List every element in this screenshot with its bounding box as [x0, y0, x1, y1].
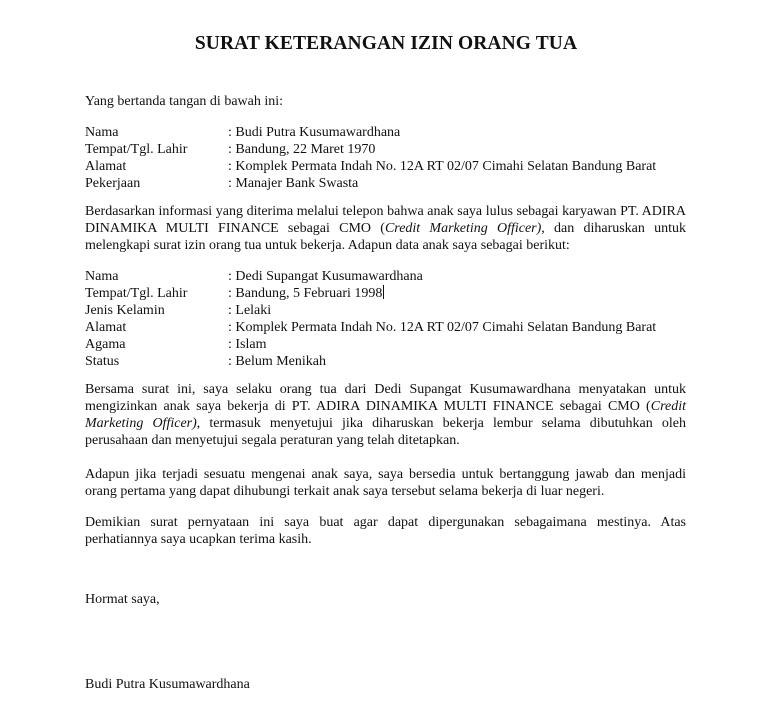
paragraph-italic-text: Credit Marketing Officer) — [85, 399, 686, 431]
field-label: Nama — [85, 125, 119, 140]
child-field-name — [85, 268, 705, 285]
intro-line: Yang bertanda tangan di bawah ini: — [85, 94, 284, 109]
signer-name: Budi Putra Kusumawardhana — [85, 677, 250, 692]
field-label: Jenis Kelamin — [85, 303, 165, 318]
parent-data-list — [85, 124, 705, 192]
paragraph-text: , termasuk menyetujui jika diharuskan bekerja lembur selama dibutuhkan oleh perusahaan dan menyetujui segala peraturan yang telah ditetapkan. — [85, 416, 687, 448]
field-label: Alamat — [85, 159, 127, 174]
parent-field-birth — [85, 141, 705, 158]
field-label: Tempat/Tgl. Lahir — [85, 142, 188, 157]
field-value: : Bandung, 5 Februari 1998 — [228, 286, 383, 301]
field-value: : Belum Menikah — [228, 354, 326, 369]
paragraph-text: Berdasarkan informasi yang diterima melalui telepon bahwa anak saya lulus sebagai karyawan PT. ADIRA DINAMIKA MULTI FINANCE sebagai CMO ( — [85, 204, 686, 236]
parent-field-occupation — [85, 175, 705, 192]
child-field-religion — [85, 336, 705, 353]
paragraph-responsibility: Adapun jika terjadi sesuatu mengenai anak saya, saya bersedia untuk bertanggung jawab dan menjadi orang pertama yang dapat dihubungi terkait anak saya tersebut selama bekerja di luar negeri. — [85, 467, 686, 499]
field-value: : Budi Putra Kusumawardhana — [228, 125, 401, 140]
field-label: Pekerjaan — [85, 176, 141, 191]
field-label: Nama — [85, 269, 119, 284]
parent-field-name — [85, 124, 705, 141]
field-value: : Komplek Permata Indah No. 12A RT 02/07 Cimahi Selatan Bandung Barat — [228, 320, 657, 335]
paragraph-italic-text: Credit Marketing Officer) — [384, 221, 542, 236]
child-field-birth — [85, 285, 705, 302]
paragraph-notification — [85, 203, 686, 254]
field-label: Alamat — [85, 320, 127, 335]
paragraph-closing-statement: Demikian surat pernyataan ini saya buat agar dapat dipergunakan sebagaimana mestinya. Atas perhatiannya saya ucapkan terima kasih. — [85, 515, 686, 547]
closing-salutation: Hormat saya, — [85, 592, 160, 607]
paragraph-text: Bersama surat ini, saya selaku orang tua dari Dedi Supangat Kusumawardhana menyatakan untuk mengizinkan anak saya bekerja di PT. ADIRA DINAMIKA MULTI FINANCE sebagai CMO ( — [85, 382, 686, 414]
child-data-list — [85, 268, 705, 370]
field-value: : Manajer Bank Swasta — [228, 176, 359, 191]
parent-field-address — [85, 158, 705, 175]
field-value: : Dedi Supangat Kusumawardhana — [228, 269, 423, 284]
field-label: Status — [85, 354, 120, 369]
field-value: : Islam — [228, 337, 267, 352]
text-cursor — [383, 285, 384, 299]
child-field-gender — [85, 302, 705, 319]
paragraph-text: , dan diharuskan untuk melengkapi surat izin orang tua untuk bekerja. Adapun data anak saya sebagai berikut: — [85, 221, 687, 253]
field-label: Tempat/Tgl. Lahir — [85, 286, 188, 301]
child-field-address — [85, 319, 705, 336]
field-label: Agama — [85, 337, 126, 352]
child-field-status — [85, 353, 705, 370]
document-title: SURAT KETERANGAN IZIN ORANG TUA — [194, 33, 578, 54]
field-value: : Komplek Permata Indah No. 12A RT 02/07 Cimahi Selatan Bandung Barat — [228, 159, 657, 174]
field-value: : Lelaki — [228, 303, 272, 318]
field-value: : Bandung, 22 Maret 1970 — [228, 142, 376, 157]
paragraph-permission — [85, 381, 686, 449]
